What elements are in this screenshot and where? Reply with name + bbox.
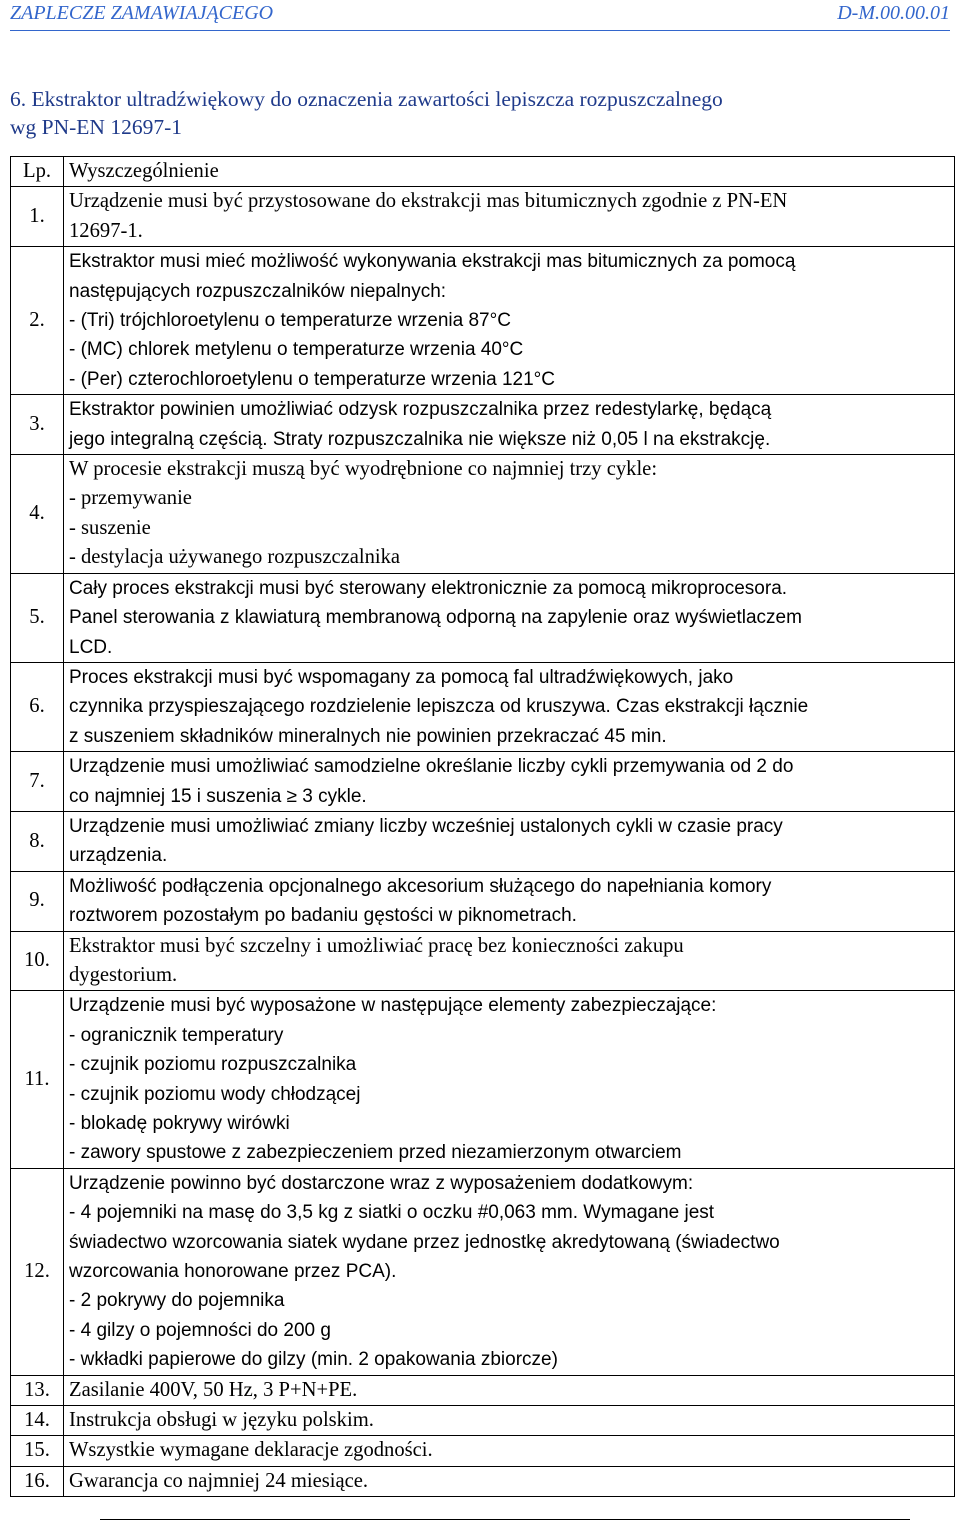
row-description [64,1436,955,1466]
table-row [11,1436,955,1466]
table-row [11,395,955,455]
row-description [64,247,955,395]
description-line: 12697-1. [69,219,143,242]
table-row [11,1168,955,1375]
specification-table [10,156,955,1497]
row-number: 14. [11,1406,64,1436]
row-number: 5. [11,573,64,662]
description-line: - 4 pojemniki na masę do 3,5 kg z siatki o oczku #0,063 mm. Wymagane jest [69,1202,715,1224]
description-line: Cały proces ekstrakcji musi być sterowany elektronicznie za pomocą mikroprocesora. [69,577,788,599]
description-line: Ekstraktor musi mieć możliwość wykonywania ekstrakcji mas bitumicznych za pomocą [69,251,796,273]
row-description [64,395,955,455]
table-row [11,1466,955,1496]
row-description [64,1375,955,1405]
description-line: Urządzenie musi umożliwiać zmiany liczby wcześniej ustalonych cykli w czasie pracy [69,815,783,837]
description-line: następujących rozpuszczalników niepalnych: [69,280,447,302]
description-line: - suszenie [69,516,151,539]
row-description [64,455,955,574]
description-line: - zawory spustowe z zabezpieczeniem przed niezamierzonym otwarciem [69,1142,682,1164]
row-description [64,871,955,931]
description-line: co najmniej 15 i suszenia ≥ 3 cykle. [69,785,367,807]
description-line: urządzenia. [69,845,168,867]
description-line: - (MC) chlorek metylenu o temperaturze wrzenia 40°C [69,339,524,361]
description-line: W procesie ekstrakcji muszą być wyodrębnione co najmniej trzy cykle: [69,458,658,481]
section-title-line: 6. Ekstraktor ultradźwiękowy do oznaczenia zawartości lepiszcza rozpuszczalnego [10,87,723,111]
description-line: - (Tri) trójchloroetylenu o temperaturze wrzenia 87°C [69,310,511,332]
description-line: wzorcowania honorowane przez PCA). [69,1261,397,1283]
description-line: Panel sterowania z klawiaturą membranową odporną na zapylenie oraz wyświetlaczem [69,607,802,629]
row-description [64,662,955,751]
description-line: Wszystkie wymagane deklaracje zgodności. [69,1439,433,1462]
table-row [11,187,955,247]
row-description [64,187,955,247]
description-line: - blokadę pokrywy wirówki [69,1113,290,1134]
description-line: - 2 pokrywy do pojemnika [69,1290,285,1312]
row-description [64,752,955,812]
description-line: Urządzenie musi umożliwiać samodzielne określanie liczby cykli przemywania od 2 do [69,756,794,778]
header-right: D-M.00.00.01 [837,2,950,24]
description-line: roztworem pozostałym po badaniu gęstości w piknometrach. [69,905,577,927]
table-row [11,662,955,751]
row-description [64,991,955,1168]
description-line: - ogranicznik temperatury [69,1024,284,1046]
row-number: 3. [11,395,64,455]
description-line: - 4 gilzy o pojemności do 200 g [69,1319,331,1341]
description-line: Gwarancja co najmniej 24 miesiące. [69,1469,369,1492]
table-row [11,573,955,662]
description-line: Urządzenie powinno być dostarczone wraz z wyposażeniem dodatkowym: [69,1172,694,1194]
table-row [11,991,955,1168]
row-number: 7. [11,752,64,812]
row-number: 1. [11,187,64,247]
row-number: 9. [11,871,64,931]
column-header-lp: Lp. [11,157,64,187]
row-number: 12. [11,1168,64,1375]
description-line: dygestorium. [69,963,178,986]
row-number: 16. [11,1466,64,1496]
row-number: 4. [11,455,64,574]
header-left: ZAPLECZE ZAMAWIAJĄCEGO [10,2,274,24]
row-description [64,573,955,662]
table-row [11,931,955,991]
description-line: czynnika przyspieszającego rozdzielenie lepiszcza od kruszywa. Czas ekstrakcji łącznie [69,696,809,718]
table-row [11,1375,955,1405]
description-line: - destylacja używanego rozpuszczalnika [69,546,401,569]
description-line: LCD. [69,636,113,658]
row-description [64,931,955,991]
table-row [11,247,955,395]
description-line: - przemywanie [69,487,192,510]
row-number: 11. [11,991,64,1168]
row-number: 8. [11,811,64,871]
description-line: - czujnik poziomu wody chłodzącej [69,1083,361,1105]
section-title-line: wg PN-EN 12697-1 [10,115,182,139]
column-header-description: Wyszczególnienie [64,157,955,187]
description-line: - wkładki papierowe do gilzy (min. 2 opakowania zbiorcze) [69,1349,558,1371]
table-header-row [11,157,955,187]
description-line: Ekstraktor powinien umożliwiać odzysk rozpuszczalnika przez redestylarkę, będącą [69,399,772,421]
description-line: Zasilanie 400V, 50 Hz, 3 P+N+PE. [69,1378,358,1401]
table-row [11,871,955,931]
page-header [10,2,950,31]
description-line: z suszeniem składników mineralnych nie powinien przekraczać 45 min. [69,725,667,747]
section-title [10,85,940,141]
footer-rule [100,1519,910,1520]
description-line: Możliwość podłączenia opcjonalnego akcesorium służącego do napełniania komory [69,875,772,897]
row-description [64,811,955,871]
row-number: 6. [11,662,64,751]
description-line: Ekstraktor musi być szczelny i umożliwiać pracę bez konieczności zakupu [69,934,684,957]
table-row [11,752,955,812]
row-number: 10. [11,931,64,991]
description-line: Urządzenie musi być przystosowane do ekstrakcji mas bitumicznych zgodnie z PN-EN [69,190,788,213]
row-number: 13. [11,1375,64,1405]
row-description [64,1406,955,1436]
description-line: Urządzenie musi być wyposażone w następujące elementy zabezpieczające: [69,995,717,1017]
description-line: świadectwo wzorcowania siatek wydane przez jednostkę akredytowaną (świadectwo [69,1231,780,1253]
row-description [64,1466,955,1496]
table-row [11,811,955,871]
table-row [11,455,955,574]
description-line: - czujnik poziomu rozpuszczalnika [69,1054,357,1076]
description-line: jego integralną częścią. Straty rozpuszczalnika nie większe niż 0,05 l na ekstrakcję. [69,428,771,450]
row-number: 15. [11,1436,64,1466]
description-line: Instrukcja obsługi w języku polskim. [69,1409,374,1432]
description-line: - (Per) czterochloroetylenu o temperaturze wrzenia 121°C [69,368,555,390]
row-description [64,1168,955,1375]
table-row [11,1406,955,1436]
description-line: Proces ekstrakcji musi być wspomagany za pomocą fal ultradźwiękowych, jako [69,666,734,688]
row-number: 2. [11,247,64,395]
